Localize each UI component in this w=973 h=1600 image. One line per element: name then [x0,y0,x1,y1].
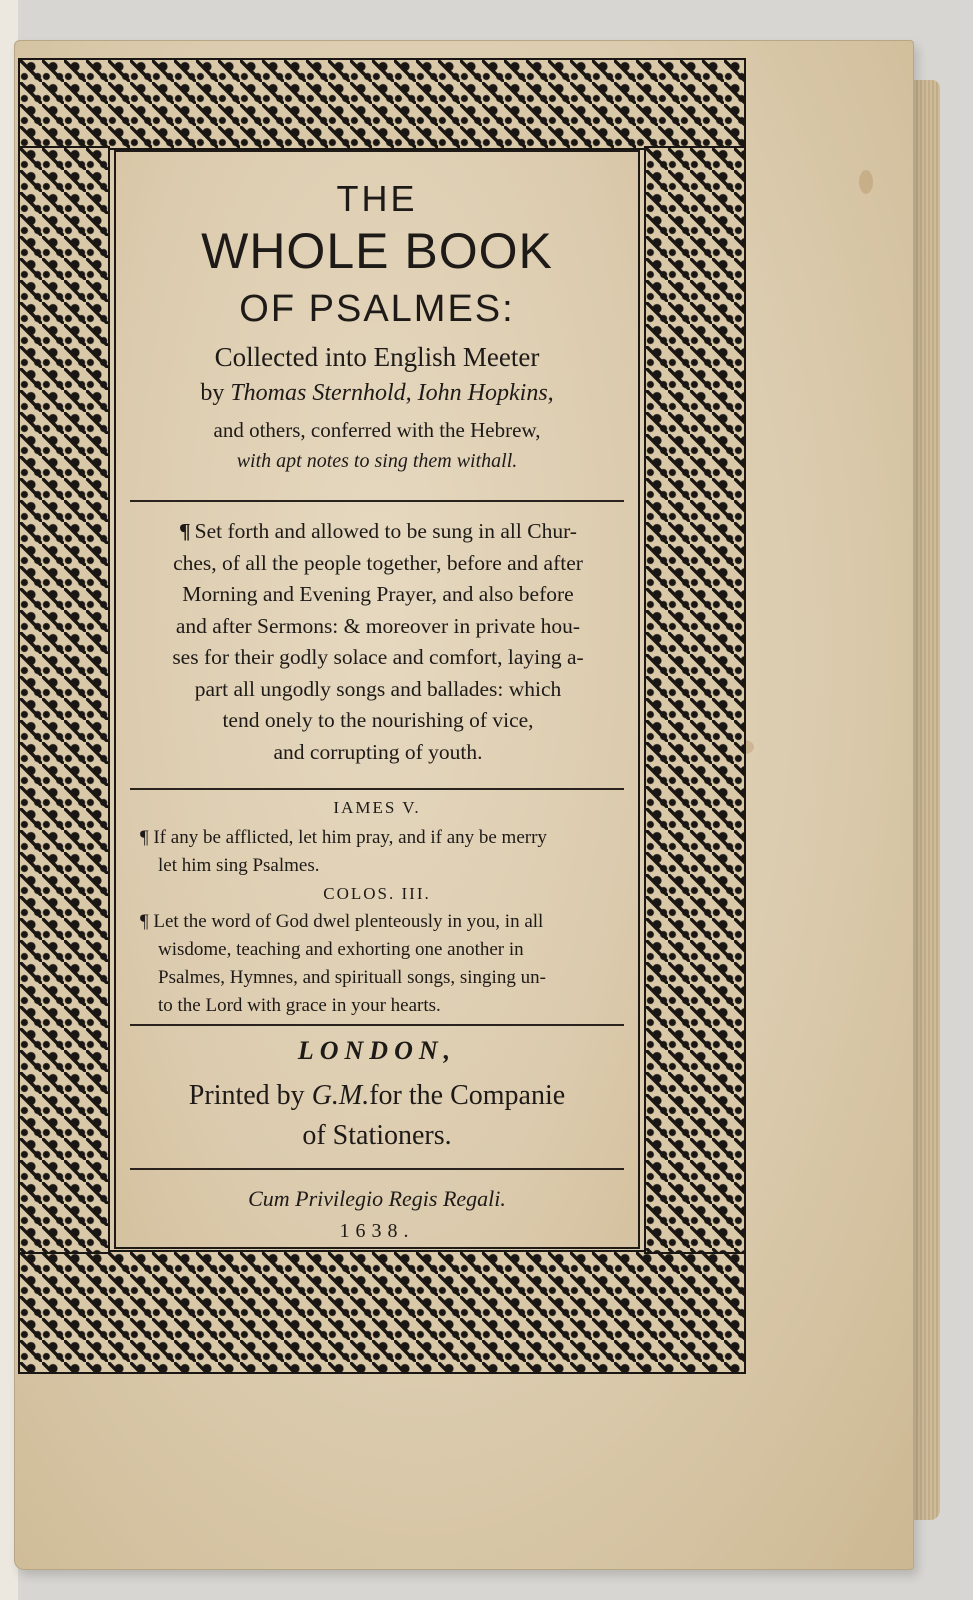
scripture-quote-james: ¶ If any be afflicted, let him pray, and if any be merry let him sing Psalmes. [140,827,547,876]
ornament-border-left [18,146,110,1254]
preface-line: and corrupting of youth. [273,739,483,764]
subtitle-authors-line [116,380,638,407]
subtitle-line-3: and others, conferred with the Hebrew, [213,418,541,442]
subtitle-line-1: Collected into English Meeter [214,342,540,372]
privilege-line: Cum Privilegio Regis Regali. [248,1186,506,1211]
ornament-border-right [644,146,746,1254]
by-prefix: by [200,380,231,406]
pilcrow: ¶ [179,519,191,543]
subtitle-line-4: with apt notes to sing them withall. [236,450,518,472]
imprint-city: LONDON, [297,1036,457,1065]
divider-rule [130,788,624,790]
authors: Thomas Sternhold, Iohn Hopkins, [230,380,554,406]
preface-line: tend onely to the nourishing of vice, [222,708,534,732]
text-frame [114,150,640,1249]
divider-rule [130,500,624,502]
foxing-stain [859,170,873,194]
scripture-quote-colossians: ¶ Let the word of God dwel plenteously in you, in all wisdome, teaching and exhorting one another in Psalmes, Hymnes, and spirituall songs, singing un- to the Lord with grace in your hearts. [140,911,546,1016]
preface-line: part all ungodly songs and ballades: which [194,676,562,701]
preface-line: ses for their godly solace and comfort, laying a- [172,645,584,669]
imprint-year: 1638. [339,1220,415,1242]
preface-line: ¶ Set forth and allowed to be sung in all Chur- [179,519,577,543]
title-line-1: THE [336,178,418,219]
preface-paragraph [138,516,618,768]
preface-line: and after Sermons: & moreover in private hou- [175,613,581,638]
divider-rule [130,1024,624,1026]
divider-rule [130,1168,624,1170]
scripture-ref-colossians: COLOS. III. [323,884,431,903]
imprint-printer: Printed by G.M.for the Companie of Stationers. [188,1080,566,1151]
preface-line: ches, of all the people together, before and after [173,550,583,575]
preface-line: Morning and Evening Prayer, and also before [182,582,574,606]
ornament-border-bottom [18,1250,746,1374]
ornament-border-top [18,58,746,150]
title-line-2: WHOLE BOOK [201,223,553,279]
scripture-ref-james: IAMES V. [333,798,421,817]
title-line-3: OF PSALMES: [239,288,515,330]
